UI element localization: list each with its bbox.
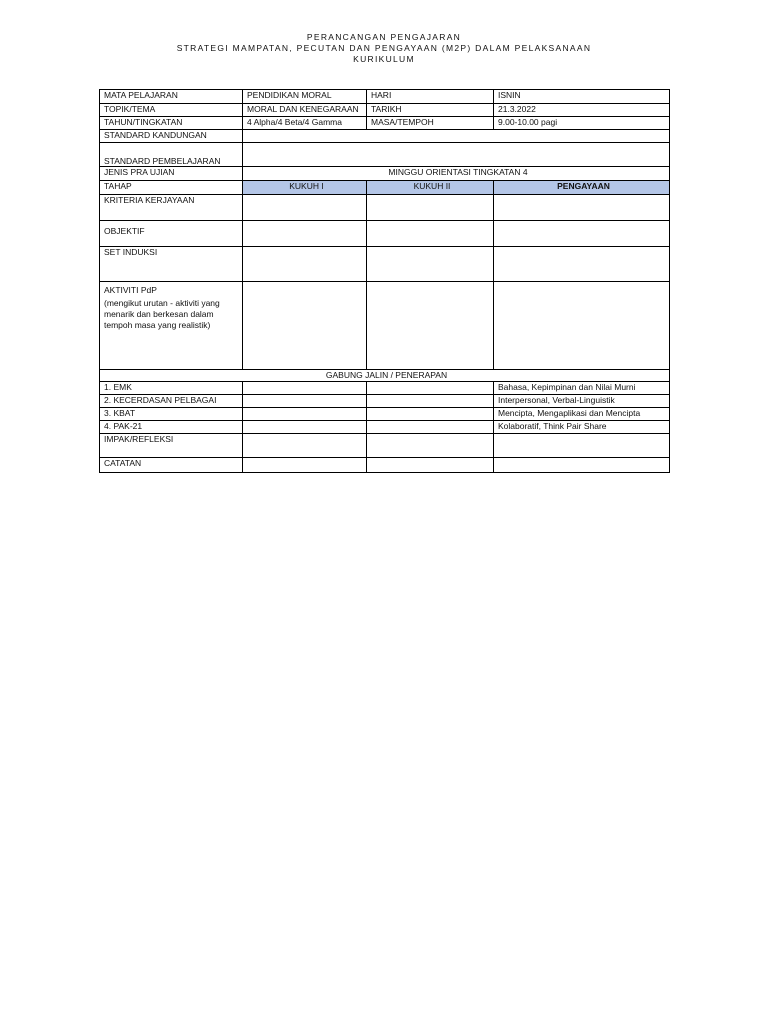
aktiviti-kukuh-1 bbox=[243, 282, 367, 370]
row-objektif bbox=[100, 221, 670, 247]
row-pak21 bbox=[100, 421, 670, 434]
set-induksi-label: SET INDUKSI bbox=[100, 247, 243, 282]
kbat-kukuh-1 bbox=[243, 408, 367, 421]
lesson-plan-table bbox=[99, 89, 670, 473]
row-catatan bbox=[100, 458, 670, 473]
tahap-label: TAHAP bbox=[100, 181, 243, 195]
tahun-label: TAHUN/TINGKATAN bbox=[100, 117, 243, 130]
catatan-kukuh-1 bbox=[243, 458, 367, 473]
pak21-label: 4. PAK-21 bbox=[100, 421, 243, 434]
pak21-value: Kolaboratif, Think Pair Share bbox=[494, 421, 670, 434]
aktiviti-pengayaan bbox=[494, 282, 670, 370]
kbat-label: 3. KBAT bbox=[100, 408, 243, 421]
row-jenis bbox=[100, 167, 670, 181]
hari-label: HARI bbox=[367, 90, 494, 104]
row-tahun bbox=[100, 117, 670, 130]
kecerdasan-label: 2. KECERDASAN PELBAGAI bbox=[100, 395, 243, 408]
mata-pelajaran-label: MATA PELAJARAN bbox=[100, 90, 243, 104]
impak-kukuh-2 bbox=[367, 434, 494, 458]
row-impak bbox=[100, 434, 670, 458]
aktiviti-label: AKTIVITI PdP bbox=[104, 285, 157, 295]
row-kriteria bbox=[100, 195, 670, 221]
kecerdasan-value: Interpersonal, Verbal-Linguistik bbox=[494, 395, 670, 408]
tahap-kukuh-1: KUKUH I bbox=[243, 181, 367, 195]
emk-kukuh-1 bbox=[243, 382, 367, 395]
kriteria-kukuh-1 bbox=[243, 195, 367, 221]
objektif-kukuh-1 bbox=[243, 221, 367, 247]
set-induksi-kukuh-2 bbox=[367, 247, 494, 282]
tahun-value: 4 Alpha/4 Beta/4 Gamma bbox=[243, 117, 367, 130]
kriteria-kukuh-2 bbox=[367, 195, 494, 221]
standard-pembelajaran-value bbox=[243, 143, 670, 167]
objektif-kukuh-2 bbox=[367, 221, 494, 247]
set-induksi-pengayaan bbox=[494, 247, 670, 282]
objektif-pengayaan bbox=[494, 221, 670, 247]
aktiviti-cell bbox=[100, 282, 243, 370]
tahap-pengayaan: PENGAYAAN bbox=[494, 181, 670, 195]
row-kbat bbox=[100, 408, 670, 421]
document-title: PERANCANGAN PENGAJARAN bbox=[306, 32, 462, 42]
catatan-label: CATATAN bbox=[100, 458, 243, 473]
masa-value: 9.00-10.00 pagi bbox=[494, 117, 670, 130]
catatan-kukuh-2 bbox=[367, 458, 494, 473]
mata-pelajaran-value: PENDIDIKAN MORAL bbox=[243, 90, 367, 104]
pak21-kukuh-2 bbox=[367, 421, 494, 434]
row-tahap bbox=[100, 181, 670, 195]
set-induksi-kukuh-1 bbox=[243, 247, 367, 282]
tarikh-value: 21.3.2022 bbox=[494, 104, 670, 117]
row-emk bbox=[100, 382, 670, 395]
standard-pembelajaran-label: STANDARD PEMBELAJARAN bbox=[100, 143, 243, 167]
row-aktiviti bbox=[100, 282, 670, 370]
impak-kukuh-1 bbox=[243, 434, 367, 458]
jenis-value: MINGGU ORIENTASI TINGKATAN 4 bbox=[243, 167, 670, 181]
row-kecerdasan bbox=[100, 395, 670, 408]
row-standard-kandungan bbox=[100, 130, 670, 143]
standard-kandungan-label: STANDARD KANDUNGAN bbox=[100, 130, 243, 143]
row-gabung-title bbox=[100, 370, 670, 382]
kriteria-label: KRITERIA KERJAYAAN bbox=[100, 195, 243, 221]
hari-value: ISNIN bbox=[494, 90, 670, 104]
standard-kandungan-value bbox=[243, 130, 670, 143]
tarikh-label: TARIKH bbox=[367, 104, 494, 117]
document-subtitle: STRATEGI MAMPATAN, PECUTAN DAN PENGAYAAN (M2P) DALAM PELAKSANAAN bbox=[176, 43, 592, 53]
impak-label: IMPAK/REFLEKSI bbox=[100, 434, 243, 458]
row-set-induksi bbox=[100, 247, 670, 282]
pak21-kukuh-1 bbox=[243, 421, 367, 434]
document-subtitle-cont: KURIKULUM bbox=[353, 54, 415, 64]
emk-value: Bahasa, Kepimpinan dan Nilai Murni bbox=[494, 382, 670, 395]
gabung-title: GABUNG JALIN / PENERAPAN bbox=[100, 370, 670, 382]
tahap-kukuh-2: KUKUH II bbox=[367, 181, 494, 195]
jenis-label: JENIS PRA UJIAN bbox=[100, 167, 243, 181]
impak-pengayaan bbox=[494, 434, 670, 458]
kbat-kukuh-2 bbox=[367, 408, 494, 421]
row-standard-pembelajaran bbox=[100, 143, 670, 167]
kecerdasan-kukuh-1 bbox=[243, 395, 367, 408]
emk-kukuh-2 bbox=[367, 382, 494, 395]
row-topik bbox=[100, 104, 670, 117]
topik-value: MORAL DAN KENEGARAAN bbox=[243, 104, 367, 117]
emk-label: 1. EMK bbox=[100, 382, 243, 395]
kriteria-pengayaan bbox=[494, 195, 670, 221]
topik-label: TOPIK/TEMA bbox=[100, 104, 243, 117]
aktiviti-description: (mengikut urutan - aktiviti yang menarik dan berkesan dalam tempoh masa yang realistik) bbox=[104, 298, 220, 330]
catatan-pengayaan bbox=[494, 458, 670, 473]
kecerdasan-kukuh-2 bbox=[367, 395, 494, 408]
masa-label: MASA/TEMPOH bbox=[367, 117, 494, 130]
objektif-label: OBJEKTIF bbox=[100, 221, 243, 247]
row-mata-pelajaran bbox=[100, 90, 670, 104]
kbat-value: Mencipta, Mengaplikasi dan Mencipta bbox=[494, 408, 670, 421]
aktiviti-kukuh-2 bbox=[367, 282, 494, 370]
